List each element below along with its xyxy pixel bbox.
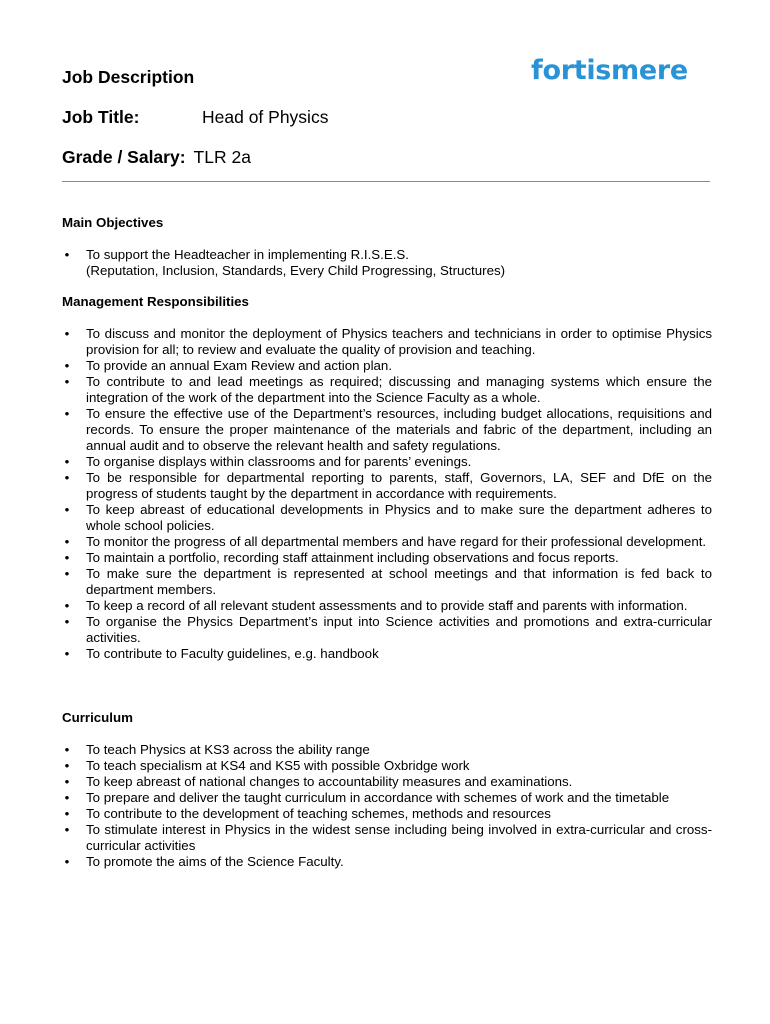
list-item: [62, 742, 712, 758]
main-objectives-list: [62, 247, 712, 279]
list-item: [62, 470, 712, 502]
list-item-text: To contribute to the development of teaching schemes, methods and resources: [86, 806, 551, 821]
bullet-icon: •: [64, 550, 70, 565]
list-item-text: To keep abreast of educational developments in Physics and to make sure the department adheres to whole school policies.: [86, 502, 712, 533]
list-item: [62, 550, 712, 566]
bullet-icon: •: [64, 854, 70, 869]
management-section: [62, 294, 712, 662]
list-item: [62, 854, 712, 870]
management-list: [62, 326, 712, 662]
list-item: [62, 534, 712, 550]
list-item-text: To provide an annual Exam Review and action plan.: [86, 358, 393, 373]
bullet-icon: •: [64, 406, 70, 421]
list-item: [62, 406, 712, 454]
list-item: [62, 326, 712, 358]
curriculum-list: [62, 742, 712, 870]
bullet-icon: •: [64, 774, 70, 789]
job-title-row: [62, 106, 328, 128]
list-item: [62, 758, 712, 774]
bullet-icon: •: [64, 822, 70, 837]
list-item-text: To contribute to and lead meetings as required; discussing and managing systems which ensure the integration of the work of the department into the Science Faculty as a whole.: [86, 374, 712, 405]
list-item: [62, 358, 712, 374]
list-item-text: To promote the aims of the Science Faculty.: [86, 854, 344, 869]
list-item-text: To make sure the department is represented at school meetings and that information is fed back to department members.: [86, 566, 712, 597]
curriculum-section: [62, 710, 712, 870]
list-item: [62, 614, 712, 646]
bullet-icon: •: [64, 326, 70, 341]
list-item: [62, 806, 712, 822]
bullet-icon: •: [64, 502, 70, 517]
curriculum-heading: Curriculum: [62, 710, 133, 725]
bullet-icon: •: [64, 758, 70, 773]
list-item: [62, 502, 712, 534]
list-item-text: To support the Headteacher in implementing R.I.S.E.S. (Reputation, Inclusion, Standards, Every Child Progressing, Structures): [86, 247, 506, 278]
list-item: [62, 646, 712, 662]
fortismere-logo: fortismere: [531, 55, 688, 86]
document-title: Job Description: [62, 67, 195, 87]
bullet-icon: •: [64, 646, 70, 661]
job-title-value: Head of Physics: [202, 107, 329, 127]
list-item: [62, 790, 712, 806]
header-divider: [62, 181, 710, 182]
management-heading: Management Responsibilities: [62, 294, 249, 309]
list-item: [62, 598, 712, 614]
main-objectives-section: [62, 215, 712, 279]
list-item-text: To be responsible for departmental reporting to parents, staff, Governors, LA, SEF and DfE on the progress of students taught by the department in accordance with requirements.: [86, 470, 712, 501]
bullet-icon: •: [64, 470, 70, 485]
list-item-text: To ensure the effective use of the Department’s resources, including budget allocations, requisitions and records. To ensure the proper maintenance of the materials and fabric of the department, including an annual audit and to observe the relevant health and safety regulations.: [86, 406, 712, 453]
grade-salary-label: Grade / Salary:: [62, 147, 186, 167]
list-item: [62, 247, 712, 279]
list-item-text: To contribute to Faculty guidelines, e.g. handbook: [86, 646, 379, 661]
list-item-text: To organise displays within classrooms and for parents’ evenings.: [86, 454, 472, 469]
bullet-icon: •: [64, 742, 70, 757]
list-item: [62, 774, 712, 790]
list-item-text: To stimulate interest in Physics in the widest sense including being involved in extra-curricular and cross-curricular activities: [86, 822, 712, 853]
list-item-text: To prepare and deliver the taught curriculum in accordance with schemes of work and the timetable: [86, 790, 670, 805]
grade-salary-value: TLR 2a: [193, 147, 251, 167]
bullet-icon: •: [64, 454, 70, 469]
job-title-label: Job Title:: [62, 107, 140, 127]
bullet-icon: •: [64, 566, 70, 581]
list-item: [62, 822, 712, 854]
list-item: [62, 454, 712, 470]
bullet-icon: •: [64, 358, 70, 373]
bullet-icon: •: [64, 790, 70, 805]
list-item: [62, 374, 712, 406]
list-item-text: To teach Physics at KS3 across the ability range: [86, 742, 370, 757]
list-item-text: To maintain a portfolio, recording staff attainment including observations and focus reports.: [86, 550, 619, 565]
bullet-icon: •: [64, 598, 70, 613]
grade-salary-row: [62, 146, 251, 168]
list-item-text: To teach specialism at KS4 and KS5 with possible Oxbridge work: [86, 758, 470, 773]
list-item-text: To keep abreast of national changes to accountability measures and examinations.: [86, 774, 573, 789]
bullet-icon: •: [64, 806, 70, 821]
main-objectives-heading: Main Objectives: [62, 215, 164, 230]
bullet-icon: •: [64, 247, 70, 262]
bullet-icon: •: [64, 374, 70, 389]
list-item-text: To monitor the progress of all departmental members and have regard for their professional development.: [86, 534, 707, 549]
bullet-icon: •: [64, 534, 70, 549]
list-item-text: To organise the Physics Department’s input into Science activities and promotions and extra-curricular activities.: [86, 614, 712, 645]
list-item-text: To discuss and monitor the deployment of Physics teachers and technicians in order to optimise Physics provision for all; to review and evaluate the quality of provision and teaching.: [86, 326, 712, 357]
list-item-text: To keep a record of all relevant student assessments and to provide staff and parents with information.: [86, 598, 688, 613]
list-item: [62, 566, 712, 598]
bullet-icon: •: [64, 614, 70, 629]
